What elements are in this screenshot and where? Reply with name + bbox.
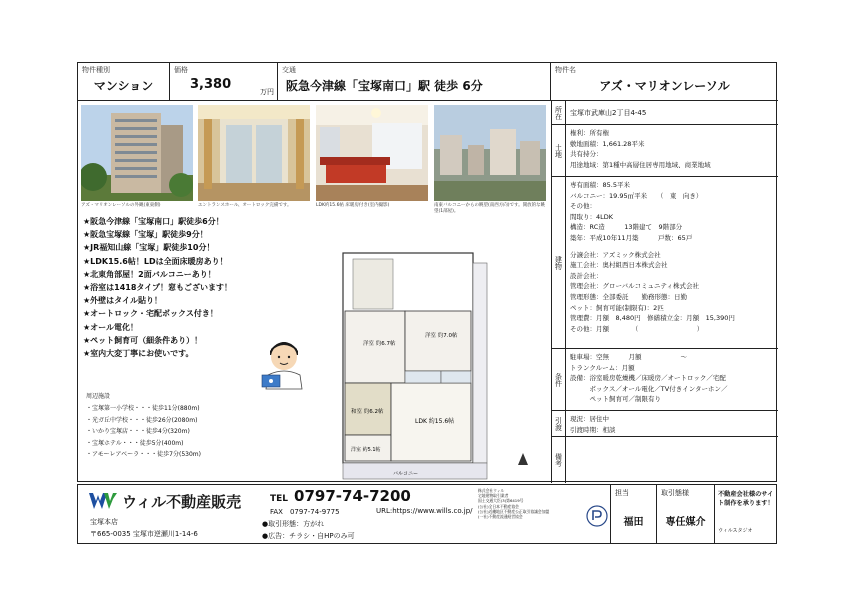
feature-item: ★阪急宝塚線「宝塚」駅徒歩9分！ <box>83 230 208 240</box>
nearby-title: 周辺施設 <box>86 393 111 400</box>
footer <box>77 484 777 544</box>
price-cell <box>170 63 278 101</box>
building-line: 間取り：4LDK <box>570 212 614 221</box>
land-line: 用途地域：第1種中高層住居専用地域、商業地域 <box>570 160 711 169</box>
location-label: 所在 <box>552 101 566 124</box>
terms-label: 条件 <box>552 349 566 410</box>
company-name: ウィル不動産販売 <box>122 493 242 511</box>
tel-value: 0797-74-7200 <box>294 487 411 505</box>
torihiki-caption: 取引態様 <box>661 489 689 497</box>
tantou-value: 福田 <box>623 517 644 528</box>
land-section <box>552 125 778 177</box>
nearby-item: ・光ガ丘中学校・・・徒歩26分(2080m) <box>86 416 198 424</box>
traffic-value: 阪急今津線「宝塚南口」駅 徒歩 6分 <box>286 79 483 93</box>
feature-item: ★北東角部屋！2面バルコニーあり！ <box>83 269 216 279</box>
license-line: (一社)不動産流通経営協会 <box>478 514 523 520</box>
plan-room-label: 和室 約6.2帖 <box>351 409 384 415</box>
feature-item: ★JR福知山線「宝塚」駅徒歩10分！ <box>83 243 215 253</box>
association-seal-icon <box>586 505 608 531</box>
building-line: ペット：飼育可能(制限有)：2匹 <box>570 303 664 312</box>
price-value: 3,380 <box>190 77 232 92</box>
traffic-cell <box>278 63 551 101</box>
building-line: 管理形態：全部委託 勤務形態：日勤 <box>570 292 687 301</box>
delivery-section <box>552 411 778 437</box>
plan-room-label: 洋室 約6.7帖 <box>363 341 396 347</box>
building-details <box>570 180 776 334</box>
building-line: 分譲会社：アズミック株式会社 <box>570 250 661 259</box>
building-label: 建物 <box>552 177 566 348</box>
terms-section <box>552 349 778 411</box>
location-value: 宝塚市武庫山2丁目4-45 <box>570 109 647 117</box>
building-line: その他：月額 （ ） <box>570 324 704 333</box>
building-line: その他： <box>570 202 596 211</box>
name-caption: 物件名 <box>555 66 576 74</box>
north-arrow-icon <box>518 453 528 465</box>
land-details <box>570 128 776 170</box>
tantou-caption: 担当 <box>615 489 629 497</box>
feature-item: ★オートロック・宅配ボックス付き！ <box>83 309 218 319</box>
building-line: 施工会社：奥村組西日本株式会社 <box>570 261 668 270</box>
mascot-illustration <box>256 331 312 391</box>
nearby-item: ・宝塚ホテル・・・徒歩5分(400m) <box>86 439 184 447</box>
feature-item: ★オール電化！ <box>83 322 139 332</box>
delivery-line: 引渡時期：相談 <box>570 425 616 434</box>
location-section <box>552 101 778 125</box>
plan-room-label: LDK 約15.6帖 <box>415 418 455 425</box>
license-line: (公社)全日本不動産協会 <box>478 503 519 509</box>
type-value: マンション <box>93 79 154 93</box>
photo-caption-2: エントランスホール、オートロック完備です。 <box>198 203 292 208</box>
land-label: 土地 <box>552 125 566 176</box>
torihiki-cell <box>656 485 714 543</box>
nearby-list <box>86 403 276 461</box>
tel-number <box>270 487 411 505</box>
feature-item: ★外壁はタイル貼り！ <box>83 296 163 306</box>
license-line: 国土交通大臣(3)第6419号 <box>478 498 524 504</box>
land-line: 権利：所有権 <box>570 129 609 137</box>
terms-line: 駐車場：空無 月額 ～ <box>570 353 687 361</box>
delivery-details <box>570 414 776 435</box>
land-line: 敷地面積：1,661.28平米 <box>570 139 645 148</box>
remarks-label: 備考 <box>552 437 566 483</box>
floor-plan <box>333 251 533 481</box>
delivery-line: 現況：居住中 <box>570 415 609 423</box>
license-line: (公社)近畿地区不動産公正取引協議会加盟 <box>478 508 550 514</box>
tel-label: TEL <box>270 494 289 504</box>
feature-item: ★浴室は1418タイプ！窓もございます！ <box>83 283 233 293</box>
license-info <box>478 488 588 519</box>
spec-table <box>551 101 777 483</box>
building-line: 管理費：月額 8,480円 修繕積立金：月額 15,390円 <box>570 314 735 323</box>
torihiki-value: 専任媒介 <box>665 517 706 528</box>
photo-caption-3: LDK約15.6帖 床暖房付き(室内撮影) <box>316 203 390 208</box>
website-link[interactable]: URL:https://www.wills.co.jp/ <box>376 507 473 515</box>
plan-room-label: 洋室 約5.1帖 <box>351 447 381 453</box>
site-production-note: 不動産会社様のサイト制作を承ります！ <box>718 491 774 507</box>
building-exterior-photo <box>81 105 193 201</box>
terms-line: ペット飼育可／制限有り <box>570 395 661 404</box>
balcony-view-photo <box>434 105 546 201</box>
entrance-hall-photo <box>198 105 310 201</box>
type-caption: 物件種別 <box>82 66 110 74</box>
property-sheet <box>77 62 777 482</box>
trade-type: ●取引形態：方がれ <box>262 520 325 528</box>
building-line: 設計会社： <box>570 271 603 280</box>
photo-caption-4: 南東バルコニーからの眺望(南西方向)です。開放的な眺望(1部屋)。 <box>434 203 546 214</box>
price-caption: 価格 <box>174 66 188 74</box>
name-cell <box>551 63 778 101</box>
tantou-cell <box>610 485 656 543</box>
building-section <box>552 177 778 349</box>
type-cell <box>78 63 170 101</box>
building-line: 構造：RC造 13階建て 9階部分 <box>570 223 683 232</box>
land-line: 共有持分： <box>570 150 603 159</box>
plan-room-label: 洋室 約7.0帖 <box>425 333 458 339</box>
branch-address: 〒665-0035 宝塚市逆瀬川1-14-6 <box>90 530 198 538</box>
ldk-photo <box>316 105 428 201</box>
terms-details <box>570 352 776 405</box>
company-logo-icon <box>88 491 118 515</box>
branch-name: 宝塚本店 <box>90 518 118 526</box>
license-line: 宅地建物取引業者 <box>478 493 509 499</box>
remarks-section <box>552 437 778 483</box>
feature-item: ★ペット飼育可（細条件あり）！ <box>83 335 203 345</box>
nearby-item: ・宝塚第一小学校・・・徒歩11分(880m) <box>86 405 200 412</box>
price-unit: 万円 <box>260 88 274 96</box>
name-value: アズ・マリオンレーソル <box>599 79 730 93</box>
terms-line: トランクルーム：月額 <box>570 363 635 372</box>
license-line: 株式会社ウィル <box>478 488 505 493</box>
building-line: 専有面積：85.5平米 <box>570 181 630 189</box>
fax-number: FAX 0797-74-9775 <box>270 508 340 516</box>
traffic-caption: 交通 <box>282 66 296 74</box>
feature-item: ★LDK15.6帖！LDは全面床暖房あり！ <box>83 256 228 266</box>
feature-list <box>83 215 273 360</box>
building-line: バルコニー：19.95㎡平米 （ 東 向き） <box>570 191 703 200</box>
ad-permission: ●広告：チラシ・自HPのみ可 <box>262 532 355 540</box>
photo-caption-1: アズ・マリオンレーソルの外観(東東側) <box>81 203 161 208</box>
feature-item: ★室内大変丁寧にお使いです。 <box>83 349 194 359</box>
terms-line: 設備：浴室暖房乾燥機／床暖房／オートロック／宅配 <box>570 374 726 383</box>
studio-name: ウィルスタジオ <box>718 528 753 534</box>
building-line: 管理会社：グローバルコミュニティ株式会社 <box>570 282 700 291</box>
feature-item: ★阪急今津線「宝塚南口」駅徒歩6分！ <box>83 217 224 226</box>
plan-room-label: バルコニー <box>393 471 419 477</box>
nearby-item: ・いかり宝塚店・・・徒歩4分(320m) <box>86 428 190 435</box>
building-line: 築年：平成10年11月築 戸数：65戸 <box>570 233 693 242</box>
terms-line: ボックス／オール電化／TV付きインターホン／ <box>570 384 728 393</box>
delivery-label: 引渡 <box>552 411 566 436</box>
nearby-item: ・アモーレアベーラ・・・徒歩7分(530m) <box>86 451 201 458</box>
